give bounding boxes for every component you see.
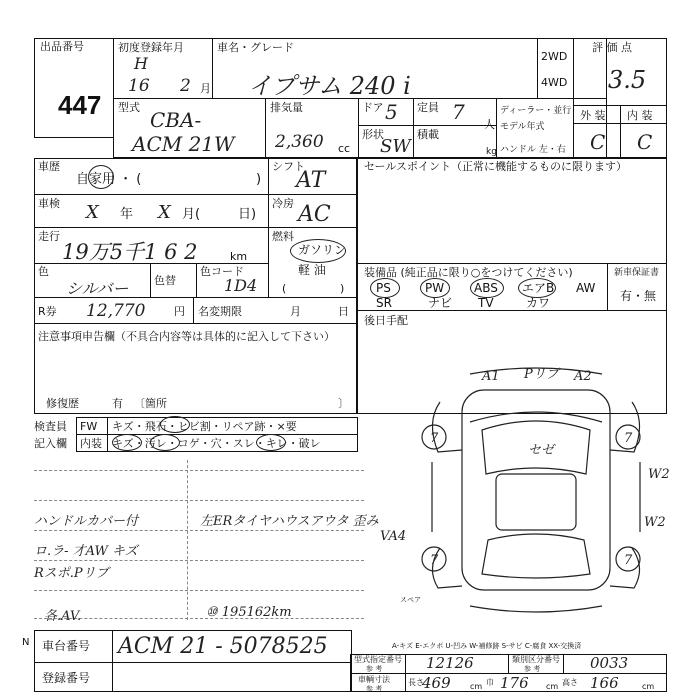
- divider: [573, 123, 667, 124]
- recycle-label: R券: [38, 305, 57, 318]
- mark-w2-upper: W2: [648, 467, 670, 482]
- circle-mark: [160, 416, 190, 433]
- equipment-aw: AW: [576, 281, 596, 295]
- mileage-label: 走行: [38, 230, 60, 243]
- exterior-value: C: [590, 130, 606, 154]
- chassis-label: 車台番号: [42, 639, 91, 653]
- type-label: 型式: [118, 101, 140, 114]
- ac-label: 冷房: [272, 197, 294, 210]
- equipment-pw: PW: [425, 281, 445, 295]
- mark-w2-lower: W2: [644, 515, 666, 530]
- remark-4: 左ERタイヤハウスアウタ 歪み: [200, 514, 379, 529]
- mark-7-rl: 7: [430, 553, 439, 568]
- inspector-interior-tag: 内装: [80, 437, 102, 450]
- deadline-month: 月: [290, 305, 301, 318]
- mark-7-rr: 7: [624, 553, 633, 568]
- register-label: 登録番号: [42, 671, 91, 685]
- legend: A-キズ E-エクボ U-凹み W-補修跡 S-サビ C-腐食 XX-交換済: [392, 642, 582, 650]
- inspection-year-value: X: [86, 202, 99, 223]
- fuel-label: 燃料: [272, 230, 294, 243]
- repair-yes: 有: [112, 397, 123, 410]
- era-value: H: [134, 54, 148, 73]
- equipment-navi: ナビ: [428, 296, 453, 310]
- ac-value: AC: [298, 202, 331, 227]
- load-label: 積載: [417, 128, 439, 141]
- inspector-fw-tag: FW: [80, 420, 98, 433]
- remark-6: ⑩ 195162km: [206, 605, 292, 620]
- divider: [358, 98, 359, 158]
- fuel-paren-open: (: [282, 282, 287, 295]
- category-sub: 参 考: [524, 665, 541, 673]
- dimension-sub: 参 考: [366, 685, 383, 693]
- remark-line: [34, 618, 364, 619]
- capacity-unit: 人: [484, 118, 495, 131]
- mark-a2: A2: [574, 369, 592, 384]
- recycle-unit: 円: [174, 305, 185, 318]
- deadline-label: 名変期限: [198, 305, 242, 318]
- mark-va4: VA4: [380, 529, 407, 544]
- circle-mark: [150, 434, 180, 451]
- circle-mark: [518, 278, 556, 298]
- length-unit: cm: [470, 682, 483, 691]
- circle-mark: [112, 434, 142, 451]
- divider: [212, 38, 213, 98]
- capacity-value: 7: [452, 100, 465, 124]
- equipment-label: 装備品 (純正品に限り○をつけてください): [364, 266, 573, 279]
- side-mark: N: [22, 637, 30, 648]
- length-label: 長さ: [408, 678, 424, 687]
- model-year-label: モデル年式: [500, 122, 545, 132]
- width-value: 176: [500, 674, 529, 692]
- capacity-label: 定員: [417, 101, 439, 114]
- divider: [413, 98, 414, 158]
- divider: [34, 227, 357, 228]
- chassis-value: ACM 21 - 5078525: [118, 634, 328, 659]
- divider: [405, 654, 406, 692]
- body-value: SW: [380, 136, 411, 157]
- engine-value: 2,360: [275, 132, 324, 152]
- mileage-unit: km: [230, 250, 248, 263]
- wd4-label: 4WD: [541, 76, 568, 89]
- circle-mark: [88, 165, 114, 189]
- divider: [563, 654, 564, 673]
- divider: [357, 263, 667, 264]
- recycle-value: 12,770: [86, 301, 146, 321]
- divider: [196, 263, 197, 297]
- inspector-line1: キズ・飛石・ヒビ割・リペア跡・×要: [112, 420, 297, 433]
- history-close: ): [256, 172, 262, 187]
- color-code-label: 色コード: [200, 265, 244, 278]
- inspector-line2: キズ・汚レ・コゲ・穴・スレ・キレ・破レ: [112, 437, 321, 450]
- handle-label: ハンドル 左・右: [500, 145, 566, 155]
- category-value: 0033: [590, 654, 629, 672]
- divider: [357, 310, 667, 311]
- type-line1: CBA-: [150, 108, 202, 132]
- year-value: 16: [128, 76, 150, 96]
- circle-mark: [470, 278, 504, 298]
- length-value: 469: [422, 674, 451, 692]
- inspection-month-unit: 月(: [182, 207, 201, 222]
- score-label: 評 価 点: [592, 41, 632, 54]
- divider: [620, 105, 621, 158]
- circle-mark: [420, 278, 450, 298]
- color-value: シルバー: [66, 279, 129, 298]
- height-unit: cm: [642, 682, 655, 691]
- equipment-airbag: エアB: [522, 281, 555, 295]
- reg-label: 初度登録年月: [118, 41, 184, 54]
- divider: [537, 38, 538, 98]
- fuel-gasoline: ガソリン: [298, 243, 347, 257]
- divider: [265, 98, 266, 158]
- history-label: 車歴: [38, 160, 60, 173]
- equipment-tv: TV: [478, 296, 494, 310]
- spare-label: スペア: [400, 596, 421, 604]
- model-label: 車名・グレード: [217, 41, 294, 54]
- type-no-label: 型式指定番号: [354, 655, 402, 664]
- divider: [193, 297, 194, 323]
- equipment-abs: ABS: [474, 281, 498, 295]
- remark-line: [34, 560, 364, 561]
- warranty-value: 有・無: [620, 289, 657, 303]
- sales-label: セールスポイント（正常に機能するものに限ります）: [364, 160, 628, 173]
- circle-mark: [370, 278, 400, 298]
- category-label: 類別区分番号: [512, 655, 560, 664]
- remark-line: [34, 590, 364, 591]
- color-code-value: 1D4: [224, 276, 258, 295]
- model-name: イプサム 240 i: [248, 72, 411, 100]
- shift-value: AT: [296, 168, 326, 193]
- inspection-label: 車検: [38, 197, 60, 210]
- color-change-label: 色替: [154, 274, 176, 287]
- remark-1: ハンドルカバー付: [34, 514, 139, 529]
- repair-label: 修復歴: [46, 397, 79, 410]
- lot-label: 出品番号: [40, 40, 84, 53]
- mark-7-fr: 7: [624, 431, 633, 446]
- height-label: 高さ: [562, 678, 578, 687]
- caution-label: 注意事項申告欄（不具合内容等は具体的に記入して下さい）: [38, 330, 335, 343]
- doors-label: ドア: [362, 101, 384, 114]
- car-diagram: [380, 362, 670, 622]
- remark-line: [34, 530, 364, 531]
- dealer-label: ディーラー・並行: [500, 106, 572, 116]
- type-no-sub: 参 考: [366, 665, 383, 673]
- divider: [508, 654, 509, 673]
- color-label: 色: [38, 265, 49, 278]
- deadline-day: 日: [338, 305, 349, 318]
- inspection-year-unit: 年: [120, 207, 134, 222]
- remark-line: [34, 500, 364, 501]
- height-value: 166: [590, 674, 619, 692]
- body-label: 形状: [362, 128, 384, 141]
- equipment-sr: SR: [376, 296, 392, 310]
- circle-mark: [290, 239, 346, 263]
- interior-label: 内 装: [627, 109, 653, 122]
- divider: [34, 194, 357, 195]
- doors-value: 5: [385, 100, 398, 124]
- repair-place: 〔箇所: [134, 397, 167, 410]
- warranty-label: 新車保証書: [614, 268, 660, 278]
- fuel-diesel: 軽 油: [298, 263, 326, 277]
- inspection-month-value: X: [158, 202, 171, 223]
- interior-value: C: [637, 130, 653, 154]
- equipment-leather: カワ: [526, 296, 551, 310]
- divider: [112, 630, 113, 692]
- divider: [34, 662, 352, 663]
- width-label: 巾: [486, 678, 494, 687]
- remark-5: 各.AV.: [44, 609, 82, 624]
- divider: [607, 263, 608, 310]
- mark-a1: A1: [482, 369, 500, 384]
- type-line2: ACM 21W: [132, 132, 235, 156]
- divider: [34, 323, 357, 324]
- mileage-value: 19万5千1 6 2: [62, 240, 198, 264]
- fuel-paren-close: ): [340, 282, 345, 295]
- history-value: 自家用 ・ (: [76, 172, 142, 187]
- remark-line: [34, 470, 364, 471]
- inspector-line2-label: 記入欄: [34, 437, 67, 450]
- lot-cell: [34, 38, 114, 138]
- month-value: 2: [180, 76, 191, 96]
- remark-2: ロ.ラ- 才AW キズ: [34, 544, 138, 559]
- shift-label: シフト: [272, 160, 305, 173]
- lot-number: 447: [58, 90, 102, 120]
- month-unit: 月: [200, 82, 211, 95]
- mark-seze: セゼ: [528, 443, 555, 458]
- divider: [358, 125, 496, 126]
- wd2-label: 2WD: [541, 50, 568, 63]
- exterior-label: 外 装: [580, 109, 606, 122]
- equipment-ps: PS: [376, 281, 391, 295]
- inspection-day: 日): [238, 207, 257, 222]
- width-unit: cm: [546, 682, 559, 691]
- engine-label: 排気量: [270, 101, 303, 114]
- score-value: 3.5: [608, 66, 647, 94]
- divider: [107, 417, 108, 452]
- divider: [187, 460, 188, 620]
- circle-mark: [256, 434, 286, 451]
- divider: [150, 263, 151, 297]
- type-no-value: 12126: [426, 654, 474, 672]
- load-unit: kg: [486, 147, 497, 157]
- dimension-label: 車輌寸法: [358, 675, 390, 684]
- remark-3: Rスポ.Pリブ: [34, 566, 109, 581]
- mark-pribu: Pリブ: [524, 367, 559, 382]
- repair-end: 〕: [338, 397, 349, 410]
- engine-unit: cc: [338, 142, 351, 155]
- notes-label: 後日手配: [364, 314, 408, 327]
- mark-7-fl: 7: [430, 431, 439, 446]
- inspector-label: 検査員: [34, 420, 67, 433]
